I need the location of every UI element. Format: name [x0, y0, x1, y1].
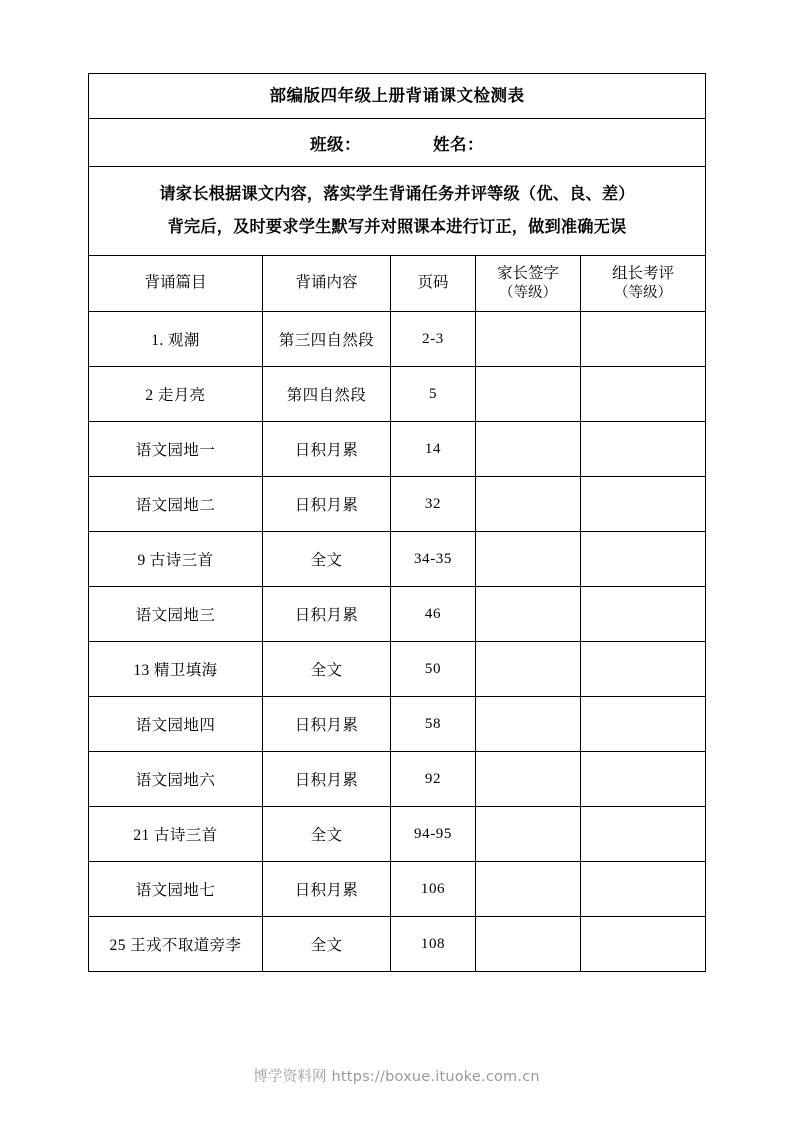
column-header-leader-eval-sub: （等级）: [614, 285, 673, 302]
column-header-parent-signature-main: 家长签字: [496, 264, 559, 282]
cell-title: 13 精卫填海: [89, 642, 263, 697]
cell-parent-signature[interactable]: [476, 862, 581, 917]
document-title-cell: [89, 74, 706, 119]
cell-page: 50: [391, 642, 476, 697]
cell-title: 语文园地三: [89, 587, 263, 642]
cell-content: 全文: [263, 917, 391, 972]
column-header-title: [89, 256, 263, 312]
cell-leader-eval[interactable]: [581, 807, 706, 862]
instructions-row: [89, 167, 706, 256]
cell-content: 日积月累: [263, 697, 391, 752]
title-row: [89, 74, 706, 119]
table-header-row: [89, 256, 706, 312]
page-title: 部编版四年级上册背诵课文检测表: [269, 86, 525, 105]
cell-content: 全文: [263, 642, 391, 697]
cell-leader-eval[interactable]: [581, 422, 706, 477]
cell-title: 1. 观潮: [89, 312, 263, 367]
cell-page: 14: [391, 422, 476, 477]
table-body: [89, 74, 706, 972]
table-row: [89, 422, 706, 477]
table-row: [89, 367, 706, 422]
cell-leader-eval[interactable]: [581, 532, 706, 587]
cell-parent-signature[interactable]: [476, 642, 581, 697]
cell-parent-signature[interactable]: [476, 697, 581, 752]
student-name-label: 姓名：: [433, 134, 485, 154]
cell-leader-eval[interactable]: [581, 862, 706, 917]
cell-parent-signature[interactable]: [476, 312, 581, 367]
cell-parent-signature[interactable]: [476, 807, 581, 862]
cell-leader-eval[interactable]: [581, 697, 706, 752]
cell-title: 语文园地一: [89, 422, 263, 477]
cell-title: 2 走月亮: [89, 367, 263, 422]
cell-leader-eval[interactable]: [581, 917, 706, 972]
table-row: [89, 642, 706, 697]
cell-page: 2-3: [391, 312, 476, 367]
table-row: [89, 312, 706, 367]
table-row: [89, 532, 706, 587]
column-header-content: [263, 256, 391, 312]
class-name-fields: [89, 131, 705, 155]
cell-content: 第四自然段: [263, 367, 391, 422]
cell-content: 第三四自然段: [263, 312, 391, 367]
instruction-line-2: 背完后，及时要求学生默写并对照课本进行订正，做到准确无误: [167, 218, 627, 236]
cell-title: 语文园地六: [89, 752, 263, 807]
cell-parent-signature[interactable]: [476, 422, 581, 477]
cell-title: 语文园地四: [89, 697, 263, 752]
cell-page: 58: [391, 697, 476, 752]
instructions-cell: [89, 167, 706, 256]
column-header-content-main: 背诵内容: [295, 274, 358, 292]
cell-parent-signature[interactable]: [476, 532, 581, 587]
column-header-parent-signature: [476, 256, 581, 312]
cell-parent-signature[interactable]: [476, 587, 581, 642]
cell-title: 语文园地七: [89, 862, 263, 917]
cell-content: 日积月累: [263, 752, 391, 807]
instruction-line-1: 请家长根据课文内容，落实学生背诵任务并评等级（优、良、差）: [159, 184, 635, 203]
cell-page: 94-95: [391, 807, 476, 862]
column-header-title-main: 背诵篇目: [144, 274, 207, 292]
class-name-cell: [89, 119, 706, 167]
table-row: [89, 807, 706, 862]
cell-page: 92: [391, 752, 476, 807]
cell-content: 日积月累: [263, 587, 391, 642]
cell-parent-signature[interactable]: [476, 752, 581, 807]
cell-page: 34-35: [391, 532, 476, 587]
cell-title: 25 王戎不取道旁李: [89, 917, 263, 972]
column-header-leader-eval-main: 组长考评: [612, 264, 675, 282]
cell-content: 日积月累: [263, 477, 391, 532]
table-row: [89, 697, 706, 752]
cell-page: 32: [391, 477, 476, 532]
cell-content: 全文: [263, 532, 391, 587]
cell-page: 46: [391, 587, 476, 642]
cell-leader-eval[interactable]: [581, 752, 706, 807]
cell-parent-signature[interactable]: [476, 367, 581, 422]
cell-title: 9 古诗三首: [89, 532, 263, 587]
table-row: [89, 477, 706, 532]
cell-leader-eval[interactable]: [581, 587, 706, 642]
cell-content: 日积月累: [263, 422, 391, 477]
table-row: [89, 862, 706, 917]
table-row: [89, 587, 706, 642]
table-row: [89, 752, 706, 807]
cell-parent-signature[interactable]: [476, 477, 581, 532]
class-name-row: [89, 119, 706, 167]
cell-leader-eval[interactable]: [581, 312, 706, 367]
cell-content: 日积月累: [263, 862, 391, 917]
cell-content: 全文: [263, 807, 391, 862]
cell-page: 108: [391, 917, 476, 972]
watermark: 博学资料网 https://boxue.ituoke.com.cn: [253, 1069, 540, 1085]
class-label: 班级：: [310, 134, 362, 154]
column-header-leader-eval: [581, 256, 706, 312]
cell-leader-eval[interactable]: [581, 477, 706, 532]
recitation-checklist-table: [88, 73, 706, 972]
cell-parent-signature[interactable]: [476, 917, 581, 972]
column-header-page: [391, 256, 476, 312]
cell-page: 106: [391, 862, 476, 917]
table-row: [89, 917, 706, 972]
cell-leader-eval[interactable]: [581, 367, 706, 422]
cell-page: 5: [391, 367, 476, 422]
cell-title: 语文园地二: [89, 477, 263, 532]
cell-leader-eval[interactable]: [581, 642, 706, 697]
cell-title: 21 古诗三首: [89, 807, 263, 862]
column-header-parent-signature-sub: （等级）: [499, 285, 557, 302]
column-header-page-main: 页码: [417, 274, 449, 292]
